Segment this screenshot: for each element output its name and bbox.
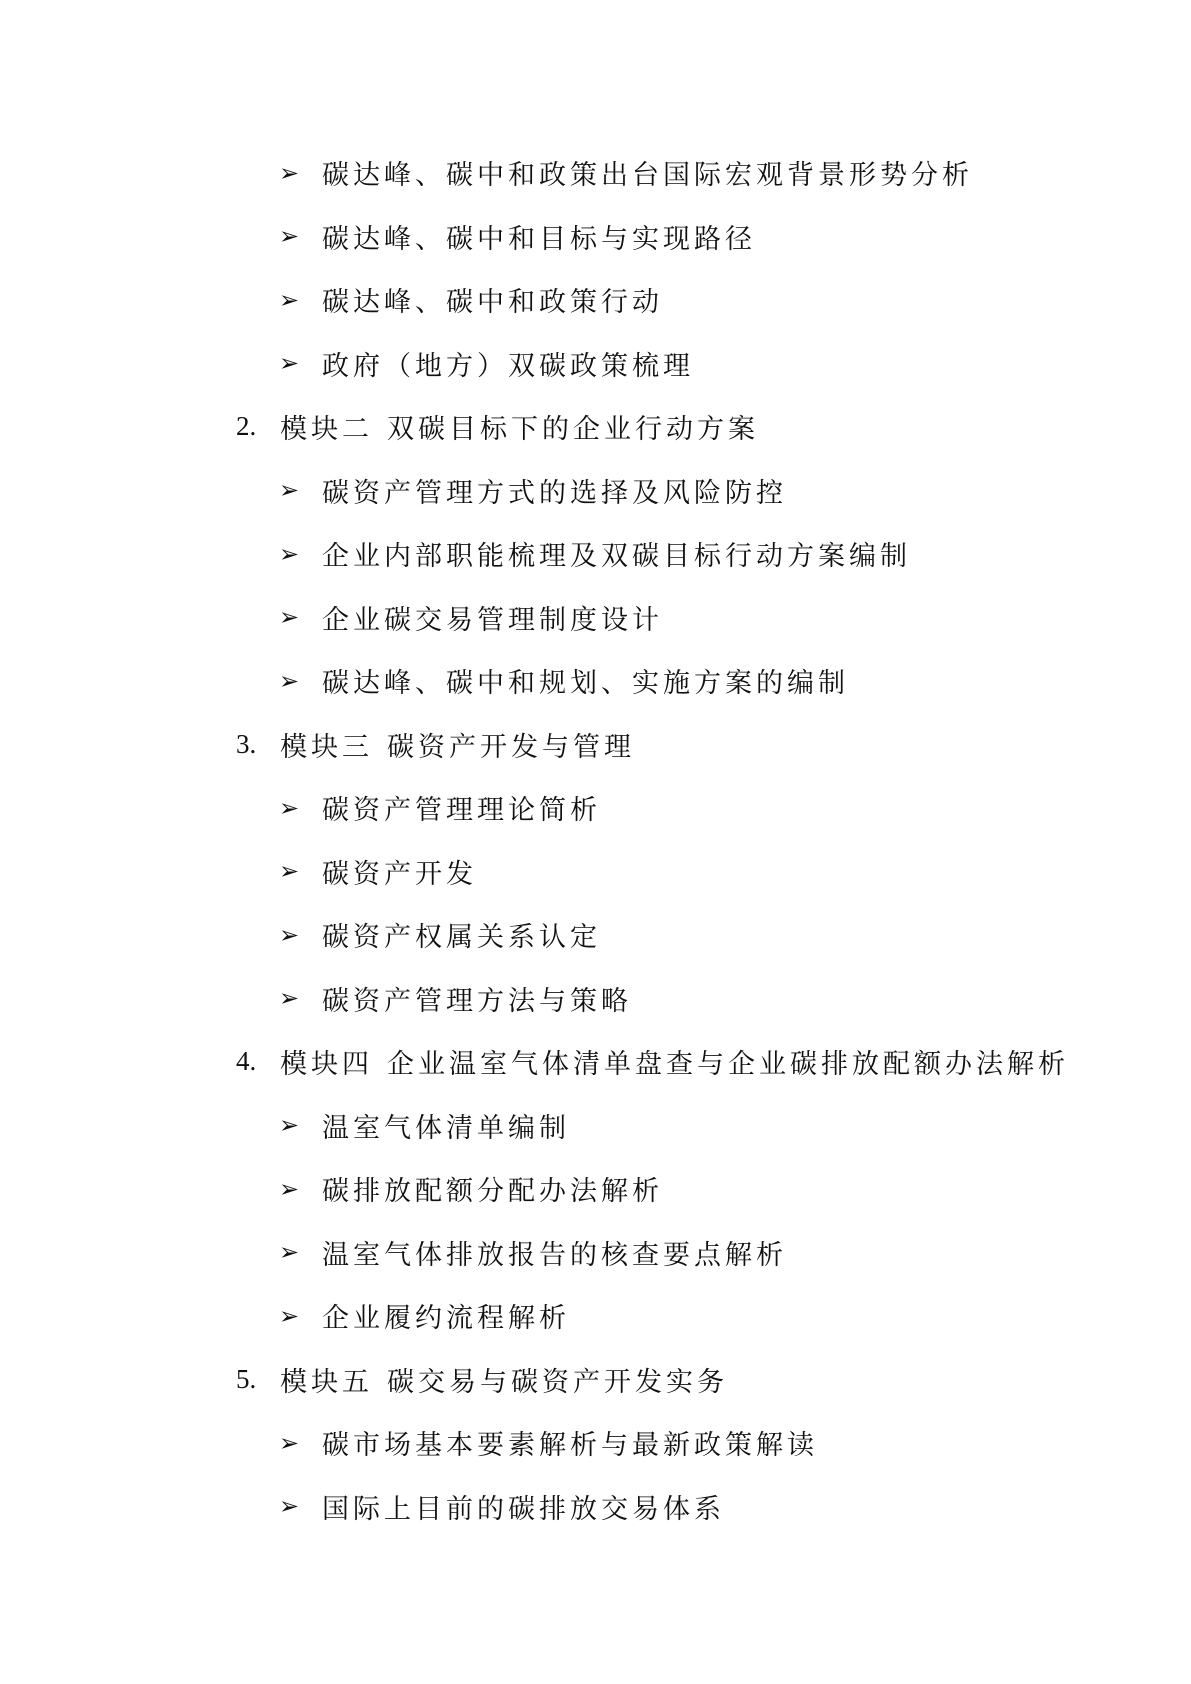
bullet-item-text: 碳达峰、碳中和政策行动 [322,287,663,319]
bullet-item-text: 碳排放配额分配办法解析 [322,1176,663,1208]
bullet-item-text: 企业履约流程解析 [322,1303,570,1335]
bullet-item [0,1411,1191,1475]
arrow-bullet-icon: ➢ [279,1111,300,1140]
module-number: 3. [236,728,257,759]
module-heading [0,1348,1191,1412]
bullet-item [0,649,1191,713]
bullet-item [0,1284,1191,1348]
arrow-bullet-icon: ➢ [279,1428,300,1457]
arrow-bullet-icon: ➢ [279,1301,300,1330]
arrow-bullet-icon: ➢ [279,1174,300,1203]
bullet-item-text: 碳达峰、碳中和目标与实现路径 [322,223,756,255]
module-label: 模块五 [280,1366,373,1398]
module-label: 模块四 [280,1049,373,1081]
module-title: 碳资产开发与管理 [387,731,635,763]
arrow-bullet-icon: ➢ [279,349,300,378]
module-heading [0,1030,1191,1094]
arrow-bullet-icon: ➢ [279,285,300,314]
bullet-item [0,776,1191,840]
bullet-item [0,967,1191,1031]
bullet-item [0,903,1191,967]
bullet-item-text: 碳达峰、碳中和政策出台国际宏观背景形势分析 [322,160,973,192]
bullet-item [0,459,1191,523]
bullet-item-text: 碳资产权属关系认定 [322,922,601,954]
module-heading [0,395,1191,459]
arrow-bullet-icon: ➢ [279,1492,300,1521]
bullet-item-text: 碳达峰、碳中和规划、实施方案的编制 [322,668,849,700]
bullet-item [0,522,1191,586]
module-number: 2. [236,411,257,442]
module-title: 碳交易与碳资产开发实务 [387,1366,728,1398]
arrow-bullet-icon: ➢ [279,158,300,187]
bullet-item [0,1475,1191,1539]
bullet-item [0,141,1191,205]
bullet-item [0,1157,1191,1221]
arrow-bullet-icon: ➢ [279,920,300,949]
bullet-item-text: 企业内部职能梳理及双碳目标行动方案编制 [322,541,911,573]
bullet-item [0,1094,1191,1158]
bullet-item [0,840,1191,904]
arrow-bullet-icon: ➢ [279,476,300,505]
bullet-item-text: 碳资产管理理论简析 [322,795,601,827]
bullet-item [0,332,1191,396]
arrow-bullet-icon: ➢ [279,222,300,251]
arrow-bullet-icon: ➢ [279,1238,300,1267]
bullet-item-text: 企业碳交易管理制度设计 [322,604,663,636]
bullet-item-text: 碳资产管理方式的选择及风险防控 [322,477,787,509]
bullet-item [0,586,1191,650]
bullet-item-text: 碳市场基本要素解析与最新政策解读 [322,1430,818,1462]
module-number: 4. [236,1046,257,1077]
module-label: 模块二 [280,414,373,446]
arrow-bullet-icon: ➢ [279,857,300,886]
bullet-item-text: 碳资产管理方法与策略 [322,985,632,1017]
bullet-item [0,205,1191,269]
bullet-item-text: 温室气体清单编制 [322,1112,570,1144]
bullet-item-text: 政府（地方）双碳政策梳理 [322,350,694,382]
bullet-item [0,268,1191,332]
arrow-bullet-icon: ➢ [279,666,300,695]
arrow-bullet-icon: ➢ [279,603,300,632]
bullet-item-text: 国际上目前的碳排放交易体系 [322,1493,725,1525]
bullet-item [0,1221,1191,1285]
bullet-item-text: 碳资产开发 [322,858,477,890]
arrow-bullet-icon: ➢ [279,984,300,1013]
module-title: 双碳目标下的企业行动方案 [387,414,759,446]
module-number: 5. [236,1363,257,1394]
module-heading [0,713,1191,777]
module-title: 企业温室气体清单盘查与企业碳排放配额办法解析 [387,1049,1069,1081]
module-label: 模块三 [280,731,373,763]
course-outline [0,141,1191,1538]
arrow-bullet-icon: ➢ [279,793,300,822]
arrow-bullet-icon: ➢ [279,539,300,568]
bullet-item-text: 温室气体排放报告的核查要点解析 [322,1239,787,1271]
